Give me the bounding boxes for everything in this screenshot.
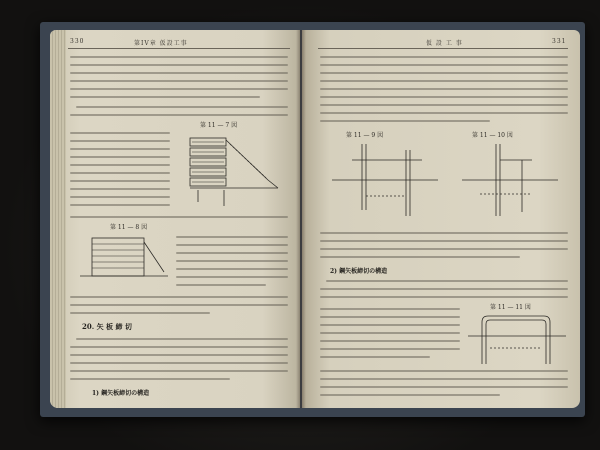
text-line — [320, 394, 500, 396]
right-header-rule — [318, 48, 568, 49]
text-line — [70, 72, 288, 74]
text-line — [320, 348, 460, 350]
text-line — [70, 172, 170, 174]
figure-caption-11-10: 第 11 — 10 図 — [472, 132, 513, 139]
text-line — [320, 288, 568, 290]
text-line — [320, 96, 568, 98]
text-line — [70, 140, 170, 142]
left-page-number: 330 — [70, 38, 85, 45]
text-line — [320, 332, 460, 334]
text-line — [320, 104, 568, 106]
text-line — [320, 356, 430, 358]
figure-11-9-drawing — [332, 140, 442, 224]
figure-caption-11-11: 第 11 — 11 図 — [490, 304, 531, 311]
text-line — [70, 96, 260, 98]
text-line — [70, 164, 170, 166]
text-line — [320, 56, 568, 58]
subsection-heading-left: 1) 鋼矢板締切の構造 — [92, 390, 150, 397]
text-line — [70, 64, 288, 66]
text-line — [76, 106, 288, 108]
text-line — [320, 296, 568, 298]
text-line — [70, 56, 288, 58]
text-line — [70, 156, 170, 158]
text-line — [320, 308, 460, 310]
right-page-number: 331 — [552, 38, 567, 45]
text-line — [70, 148, 170, 150]
left-page — [50, 30, 300, 408]
text-line — [176, 284, 266, 286]
text-line — [320, 340, 460, 342]
figure-caption-11-7: 第 11 — 7 図 — [200, 122, 238, 129]
text-line — [320, 240, 568, 242]
text-line — [320, 80, 568, 82]
text-line — [70, 80, 288, 82]
text-line — [76, 338, 288, 340]
text-line — [320, 324, 460, 326]
right-page — [302, 30, 580, 408]
text-line — [70, 88, 288, 90]
text-line — [70, 370, 288, 372]
text-line — [320, 370, 568, 372]
text-line — [70, 180, 170, 182]
text-line — [320, 256, 520, 258]
text-line — [320, 378, 568, 380]
book-gutter — [296, 30, 306, 408]
text-line — [176, 252, 288, 254]
text-line — [320, 232, 568, 234]
text-line — [320, 72, 568, 74]
section-heading: 20. 矢 板 締 切 — [82, 322, 132, 331]
text-line — [70, 354, 288, 356]
figure-caption-11-9: 第 11 — 9 図 — [346, 132, 384, 139]
text-line — [70, 196, 170, 198]
left-header-rule — [68, 48, 290, 49]
text-line — [70, 114, 288, 116]
text-line — [70, 296, 288, 298]
right-running-head: 仮 設 工 事 — [426, 40, 463, 47]
text-line — [320, 248, 568, 250]
text-line — [176, 244, 288, 246]
figure-11-11-drawing — [468, 312, 568, 368]
text-line — [320, 88, 568, 90]
left-running-head: 第IV章 仮設工事 — [134, 40, 188, 47]
figure-caption-11-8: 第 11 — 8 図 — [110, 224, 148, 231]
text-line — [70, 216, 288, 218]
text-line — [70, 204, 170, 206]
text-line — [176, 236, 288, 238]
text-line — [70, 312, 210, 314]
text-line — [70, 378, 230, 380]
text-line — [70, 362, 288, 364]
text-line — [320, 316, 460, 318]
figure-11-7-drawing — [178, 130, 290, 210]
text-line — [70, 132, 170, 134]
subsection-heading-right: 2) 鋼矢板締切の構造 — [330, 268, 388, 275]
text-line — [70, 188, 170, 190]
figure-11-8-drawing — [80, 232, 170, 286]
text-line — [320, 64, 568, 66]
text-line — [326, 280, 568, 282]
page-edges — [50, 30, 66, 408]
text-line — [176, 268, 288, 270]
text-line — [70, 346, 288, 348]
text-line — [320, 120, 490, 122]
text-line — [176, 260, 288, 262]
text-line — [176, 276, 288, 278]
text-line — [320, 112, 568, 114]
text-line — [70, 304, 288, 306]
figure-11-10-drawing — [462, 140, 562, 224]
text-line — [320, 386, 568, 388]
